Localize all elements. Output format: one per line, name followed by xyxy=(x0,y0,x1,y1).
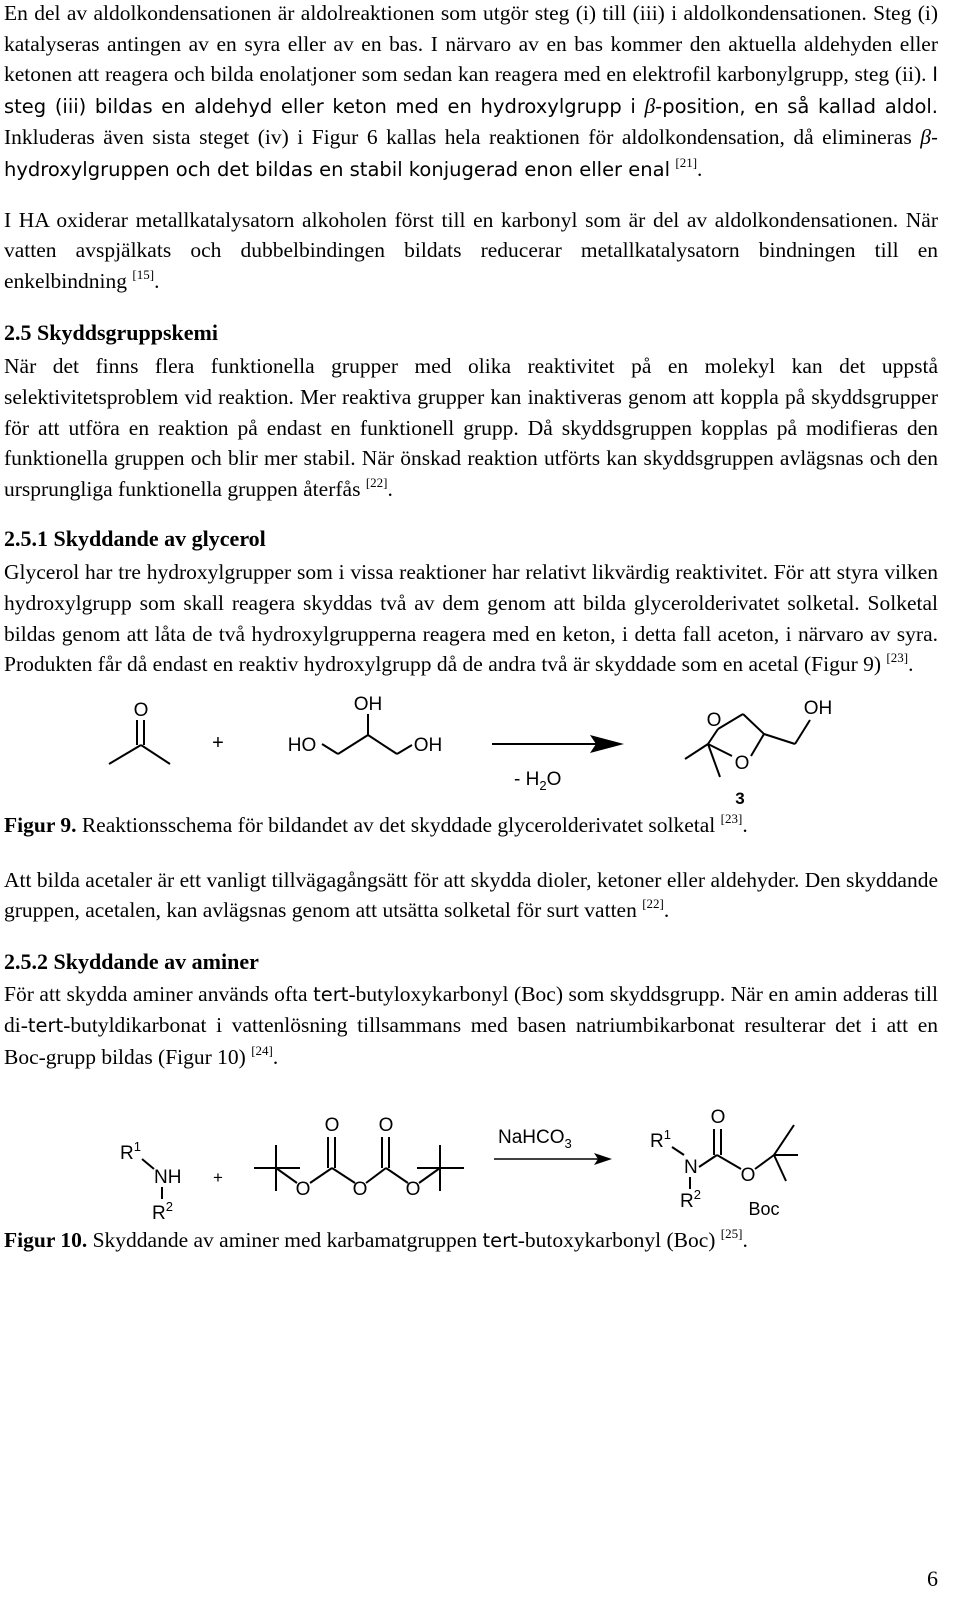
period: . xyxy=(272,1045,279,1070)
document-page xyxy=(4,0,938,1256)
citation-ref: [25] xyxy=(720,1225,743,1241)
paragraph-aldol xyxy=(4,0,938,186)
glycerol-ho-left: HO xyxy=(287,734,317,756)
reaction-arrow xyxy=(492,735,624,753)
anhydride-ester-oxygen-3: O xyxy=(405,1178,421,1200)
product-carbonyl-oxygen: O xyxy=(710,1106,726,1128)
product-r2-label: $R^2$ xyxy=(680,1186,701,1212)
caption-label: Figur 10. xyxy=(4,1227,88,1252)
reagent-label: NaHCO$_3$ xyxy=(498,1126,572,1151)
figure-9-caption xyxy=(4,810,938,840)
anhydride-ester-oxygen-2: O xyxy=(352,1178,368,1200)
period: . xyxy=(154,268,160,293)
product-bond-r1 xyxy=(672,1147,684,1155)
product-ester-oxygen: O xyxy=(740,1164,756,1186)
paragraph-text-sans: -position, en så kallad aldol. xyxy=(655,94,938,118)
citation-ref: [22] xyxy=(365,474,388,490)
solketal-oxygen-top: O xyxy=(706,709,722,731)
boc-group-label: Boc xyxy=(748,1198,780,1219)
figure-9-reaction-scheme xyxy=(4,692,938,808)
page-number: 6 xyxy=(927,1566,938,1591)
section-heading-2-5: 2.5 Skyddsgruppskemi xyxy=(4,320,218,346)
acetone-structure xyxy=(109,720,170,764)
citation-ref: [22] xyxy=(642,896,664,912)
acetone-oxygen-label: O xyxy=(133,699,149,721)
figure-10-caption xyxy=(4,1225,938,1256)
paragraph-acetal xyxy=(4,865,938,926)
citation-ref: [21] xyxy=(675,154,698,170)
period: . xyxy=(742,812,748,837)
anhydride-ester-oxygen-1: O xyxy=(295,1178,311,1200)
period: . xyxy=(663,898,670,923)
anhydride-carbonyl-oxygen-2: O xyxy=(378,1114,394,1136)
solketal-oxygen-bottom: O xyxy=(734,752,750,774)
citation-ref: [23] xyxy=(886,650,909,666)
paragraph-text: Inkluderas även sista steget (iv) i Figur 6 kallas hela reaktionen för aldolkondensation, då elimineras xyxy=(4,125,921,150)
paragraph-text: Att bilda acetaler är ett vanligt tillvägagångsätt för att skydda dioler, ketoner eller aldehyder. Den skyddande gruppen, acetalen, kan avlägsnas genom att utsätta solketal för surt vatten xyxy=(4,867,938,923)
paragraph-text-sans: -hydroxylgruppen och det bildas en stabil konjugerad enon eller enal xyxy=(4,126,938,181)
citation-ref: [23] xyxy=(720,810,743,826)
paragraph-text: I HA oxiderar metallkatalysatorn alkoholen först till en karbonyl som är del av aldolkondensationen. När vatten avspjälkats och dubbelbindingen bildats reducerar metallkatalysatorn bindningen till en enkelbindning xyxy=(4,207,938,293)
solketal-oh-label: OH xyxy=(803,697,833,719)
glycerol-oh-right: OH xyxy=(413,734,443,756)
paragraph-text: En del av aldolkondensationen är aldolreaktionen som utgör steg (i) till (iii) i aldolkondensationen. Steg (i) katalyseras antingen av en syra eller av en bas. I närvaro av en bas kommer den aktuella aldehyden eller ketonen att reagera och bilda enolatjoner som sedan kan reagera med en elektrofil karbonylgrupp, steg (ii). xyxy=(4,1,938,87)
paragraph-text: När det finns flera funktionella grupper med olika reaktivitet på en molekyl kan det uppstå selektivitetsproblem vid reaktion. Mer reaktiva grupper kan inaktiveras genom att koppla på skyddsgrupper för att utföra en reaktion på endast en funktionell grupp. Då skyddsgruppen kopplas på modifieras den funktionella gruppen och blir mer stabil. När önskad reaktion utförts kan skyddsgruppen avlägsnas och den ursprungliga funktionella gruppen återfås xyxy=(4,354,938,501)
amine-r1-label: $R^1$ xyxy=(120,1138,141,1164)
paragraph-glycerol xyxy=(4,557,938,679)
citation-ref: [24] xyxy=(251,1043,273,1059)
paragraph-amines xyxy=(4,979,938,1073)
paragraph-text-sans: tert xyxy=(27,1014,64,1038)
paragraph-text: -butyloxykarbonyl (Boc) som skyddsgrupp. När en amin adderas till di- xyxy=(4,981,938,1038)
glycerol-oh-top: OH xyxy=(353,693,383,715)
section-heading-2-5-1: 2.5.1 Skyddande av glycerol xyxy=(4,526,266,552)
period: . xyxy=(908,652,914,677)
period: . xyxy=(742,1227,748,1252)
paragraph-text: För att skydda aminer används ofta xyxy=(4,981,314,1006)
figure-10-reaction-scheme xyxy=(4,1107,938,1219)
glycerol-structure xyxy=(322,714,412,754)
plus-sign: + xyxy=(212,731,224,754)
paragraph-text-sans: tert xyxy=(313,982,349,1006)
paragraph-text: -butyldikarbonat i vattenlösning tillsammans med basen natriumbikarbonat resulterar det i att en Boc-grupp bildas (Figur 10) xyxy=(4,1013,938,1070)
citation-ref: [15] xyxy=(132,266,155,282)
product-r1-label: $R^1$ xyxy=(650,1126,671,1152)
product-nitrogen-label: N xyxy=(684,1156,698,1178)
paragraph-text: Glycerol har tre hydroxylgrupper som i vissa reaktioner har relativt likvärdig reaktivitet. För att styra vilken hydroxylgrupp som skall reagera skyddas två av dem genom att bilda glycerolderivatet solketal. Solketal bildas genom att låta de två hydroxylgrupperna reagera med en keton, i detta fall aceton, i närvaro av syra. Produkten får då endast en reaktiv hydroxylgrupp då de andra två är skyddade som en acetal (Figur 9) xyxy=(4,560,938,677)
paragraph-protection xyxy=(4,351,938,504)
anhydride-carbonyl-oxygen-1: O xyxy=(324,1114,340,1136)
reaction-arrow xyxy=(494,1153,612,1165)
caption-text: Reaktionsschema för bildandet av det skyddade glycerolderivatet solketal xyxy=(76,812,716,837)
compound-number: 3 xyxy=(735,788,745,808)
period: . xyxy=(697,156,703,181)
caption-text: -butoxykarbonyl (Boc) xyxy=(517,1227,716,1252)
caption-text: Skyddande av aminer med karbamatgruppen xyxy=(87,1227,483,1252)
section-heading-2-5-2: 2.5.2 Skyddande av aminer xyxy=(4,948,259,974)
arrow-condition-label: - $H_2O$ xyxy=(514,768,562,793)
amine-nh-label: NH xyxy=(154,1166,182,1188)
period: . xyxy=(387,476,393,501)
caption-label: Figur 9. xyxy=(4,812,77,837)
paragraph-text-sans: I steg (iii) bildas en aldehyd eller keton med en hydroxylgrupp i xyxy=(4,63,938,118)
beta-symbol: β xyxy=(644,93,656,118)
caption-text-sans: tert xyxy=(482,1228,518,1252)
paragraph-ha xyxy=(4,205,938,297)
amine-bond-r1 xyxy=(142,1159,154,1169)
beta-symbol: β xyxy=(920,125,931,150)
plus-sign: + xyxy=(213,1167,223,1187)
amine-r2-label: $R^2$ xyxy=(152,1198,173,1219)
